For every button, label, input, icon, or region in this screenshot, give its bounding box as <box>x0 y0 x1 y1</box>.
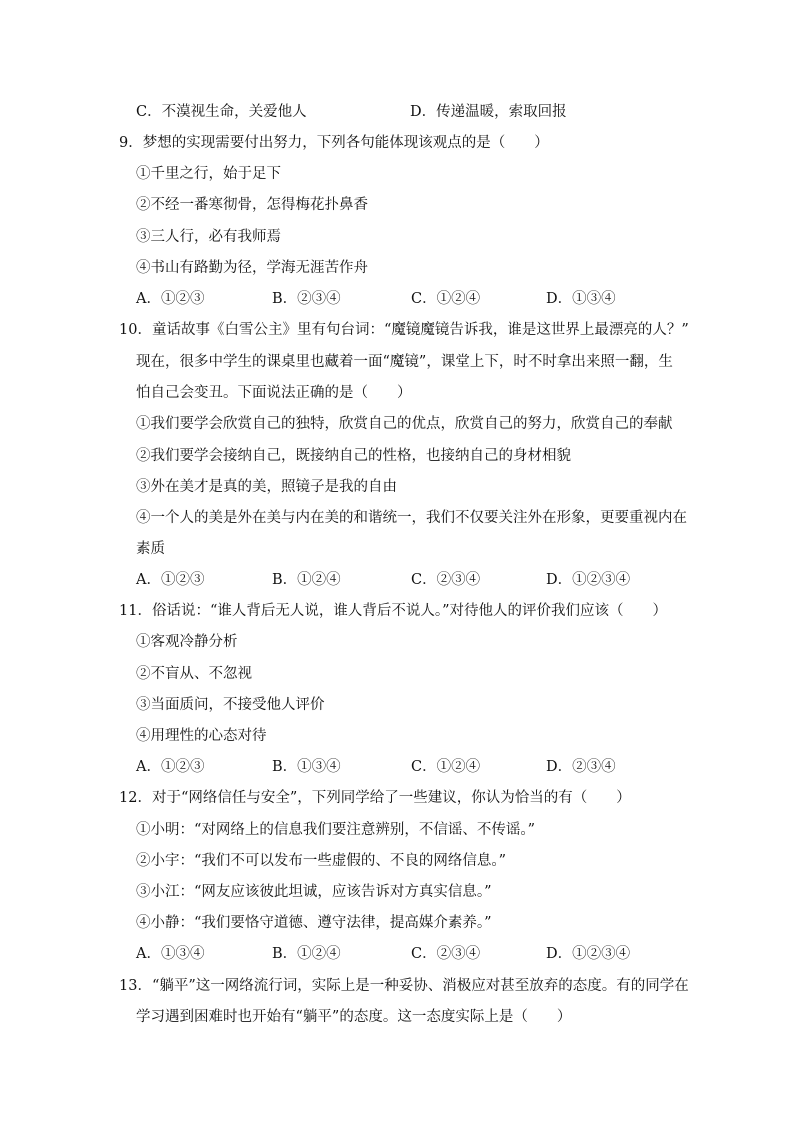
q12-item-4: ④小静：“我们要恪守道德、遵守法律，提高媒介素养。” <box>136 915 492 931</box>
q11-option-a: A．①②③ <box>136 759 205 775</box>
q9-option-d: D．①③④ <box>546 291 616 307</box>
q12-option-d: D．①②③④ <box>546 946 631 962</box>
q11-option-b: B．①③④ <box>272 759 341 775</box>
q10-item-4-cont: 素质 <box>136 541 165 557</box>
q10-item-2: ②我们要学会接纳自己，既接纳自己的性格，也接纳自己的身材相貌 <box>136 448 571 464</box>
q10-option-a: A．①②③ <box>136 572 205 588</box>
q10-item-1: ①我们要学会欣赏自己的独特，欣赏自己的优点，欣赏自己的努力，欣赏自己的奉献 <box>136 416 673 432</box>
q12-option-a: A．①③④ <box>136 946 205 962</box>
q10-option-c: C．②③④ <box>411 572 481 588</box>
q10-stem-line-1: 10．童话故事《白雪公主》里有句台词：“魔镜魔镜告诉我，谁是这世界上最漂亮的人？” <box>119 322 689 338</box>
q13-stem-line-2: 学习遇到困难时也开始有“躺平”的态度。这一态度实际上是（ ） <box>136 1009 572 1025</box>
q9-item-2: ②不经一番寒彻骨，怎得梅花扑鼻香 <box>136 197 368 213</box>
q11-item-3: ③当面质问，不接受他人评价 <box>136 697 325 713</box>
q11-options <box>136 757 696 777</box>
q9-option-c: C．①②④ <box>411 291 481 307</box>
q12-option-c: C．②③④ <box>411 946 481 962</box>
q11-option-d: D．②③④ <box>546 759 616 775</box>
q10-item-3: ③外在美才是真的美，照镜子是我的自由 <box>136 479 397 495</box>
q11-option-c: C．①②④ <box>411 759 481 775</box>
q10-options <box>136 570 696 590</box>
q8-options <box>136 102 736 122</box>
q11-item-2: ②不盲从、不忽视 <box>136 666 252 682</box>
q8-option-d: D．传递温暖，索取回报 <box>410 104 567 120</box>
q9-stem: 9．梦想的实现需要付出努力，下列各句能体现该观点的是（ ） <box>119 135 549 151</box>
q9-item-3: ③三人行，必有我师焉 <box>136 229 281 245</box>
q9-option-a: A．①②③ <box>136 291 205 307</box>
q12-item-2: ②小宇：“我们不可以发布一些虚假的、不良的网络信息。” <box>136 853 507 869</box>
q12-option-b: B．①②④ <box>272 946 341 962</box>
q10-stem-line-3: 怕自己会变丑。下面说法正确的是（ ） <box>136 385 412 401</box>
q12-options <box>136 944 696 964</box>
q12-item-3: ③小江：“网友应该彼此坦诚，应该告诉对方真实信息。” <box>136 884 492 900</box>
q9-item-4: ④书山有路勤为径，学海无涯苦作舟 <box>136 260 368 276</box>
q9-options <box>136 289 696 309</box>
q11-stem: 11．俗话说：“谁人背后无人说，谁人背后不说人。”对待他人的评价我们应该（ ） <box>119 603 668 619</box>
q10-option-b: B．①②④ <box>272 572 341 588</box>
q10-item-4: ④一个人的美是外在美与内在美的和谐统一，我们不仅要关注外在形象，更要重视内在 <box>136 510 687 526</box>
q9-option-b: B．②③④ <box>272 291 341 307</box>
q10-stem-line-2: 现在，很多中学生的课桌里也藏着一面“魔镜”，课堂上下，时不时拿出来照一翻，生 <box>136 354 673 370</box>
q9-item-1: ①千里之行，始于足下 <box>136 166 281 182</box>
q12-stem: 12．对于“网络信任与安全”，下列同学给了一些建议，你认为恰当的有（ ） <box>119 790 631 806</box>
q8-option-c: C．不漠视生命，关爱他人 <box>136 104 307 120</box>
q10-option-d: D．①②③④ <box>546 572 631 588</box>
q12-item-1: ①小明：“对网络上的信息我们要注意辨别，不信谣、不传谣。” <box>136 822 536 838</box>
q13-stem-line-1: 13．“躺平”这一网络流行词，实际上是一种妥协、消极应对甚至放弃的态度。有的同学在 <box>119 978 689 994</box>
q11-item-4: ④用理性的心态对待 <box>136 728 267 744</box>
q11-item-1: ①客观冷静分析 <box>136 634 238 650</box>
